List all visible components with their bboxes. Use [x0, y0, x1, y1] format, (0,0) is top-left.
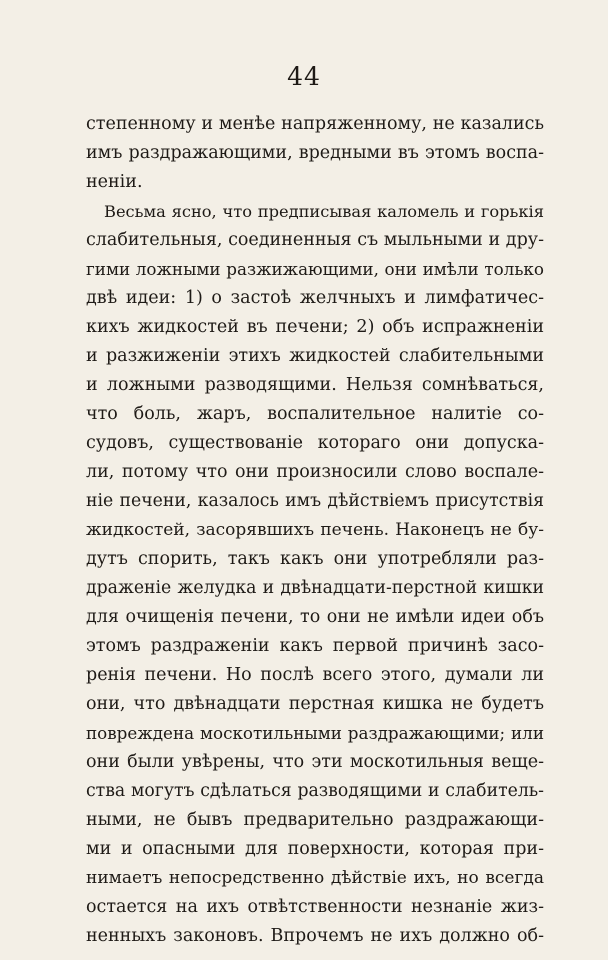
text-line: повреждена москотильными раздражающими; или — [86, 723, 544, 743]
body-text — [86, 110, 544, 951]
text-line: слабительныя, соединенныя съ мыльными и дру- — [86, 230, 544, 250]
text-line: двѣ идеи: 1) о застоѣ желчныхъ и лимфатичес- — [86, 288, 544, 308]
page-number: 44 — [287, 62, 321, 91]
text-line: и разжиженіи этихъ жидкостей слабительными — [86, 346, 544, 366]
text-line: ными, не бывъ предварительно раздражающи- — [86, 810, 544, 830]
text-line: ніе печени, казалось имъ дѣйствіемъ присутствія — [86, 491, 544, 511]
text-line: остается на ихъ отвѣтственности незнаніе жиз- — [86, 897, 544, 917]
text-line: и ложными разводящими. Нельзя сомнѣваться, — [86, 375, 544, 395]
text-line: жидкостей, засорявшихъ печень. Наконецъ не бу- — [86, 520, 544, 540]
text-line: неніи. — [86, 172, 143, 192]
text-line: имъ раздражающими, вредными въ этомъ воспа- — [86, 143, 544, 163]
text-line: драженіе желудка и двѣнадцати-перстной кишки — [86, 578, 544, 598]
text-line: этомъ раздраженіи какъ первой причинѣ засо- — [86, 636, 544, 656]
text-line: что боль, жаръ, воспалительное налитіе со- — [86, 404, 544, 424]
text-line: степенному и менѣе напряженному, не казались — [86, 114, 544, 134]
text-line: ли, потому что они произносили слово воспале- — [86, 462, 544, 482]
text-line: дутъ спорить, такъ какъ они употребляли раз- — [86, 549, 544, 569]
text-line: ренія печени. Но послѣ всего этого, думали ли — [86, 665, 544, 685]
text-line: кихъ жидкостей въ печени; 2) объ испражненіи — [86, 317, 544, 337]
text-line: гими ложными разжижающими, они имѣли только — [86, 259, 544, 279]
text-line: судовъ, существованіе котораго они допуска- — [86, 433, 544, 453]
paragraph-first-line: Весьма ясно, что предписывая каломель и горькія — [104, 202, 544, 221]
text-line: для очищенія печени, то они не имѣли идеи объ — [86, 607, 544, 627]
text-line: ми и опасными для поверхности, которая при- — [86, 839, 544, 859]
text-line: нимаетъ непосредственно дѣйствіе ихъ, но всегда — [86, 868, 544, 888]
text-line: ненныхъ законовъ. Впрочемъ не ихъ должно об- — [86, 926, 544, 946]
text-line: они, что двѣнадцати перстная кишка не будетъ — [86, 694, 544, 714]
text-line: они были увѣрены, что эти москотильныя веще- — [86, 752, 544, 772]
text-line: ства могутъ сдѣлаться разводящими и слабитель- — [86, 781, 544, 801]
